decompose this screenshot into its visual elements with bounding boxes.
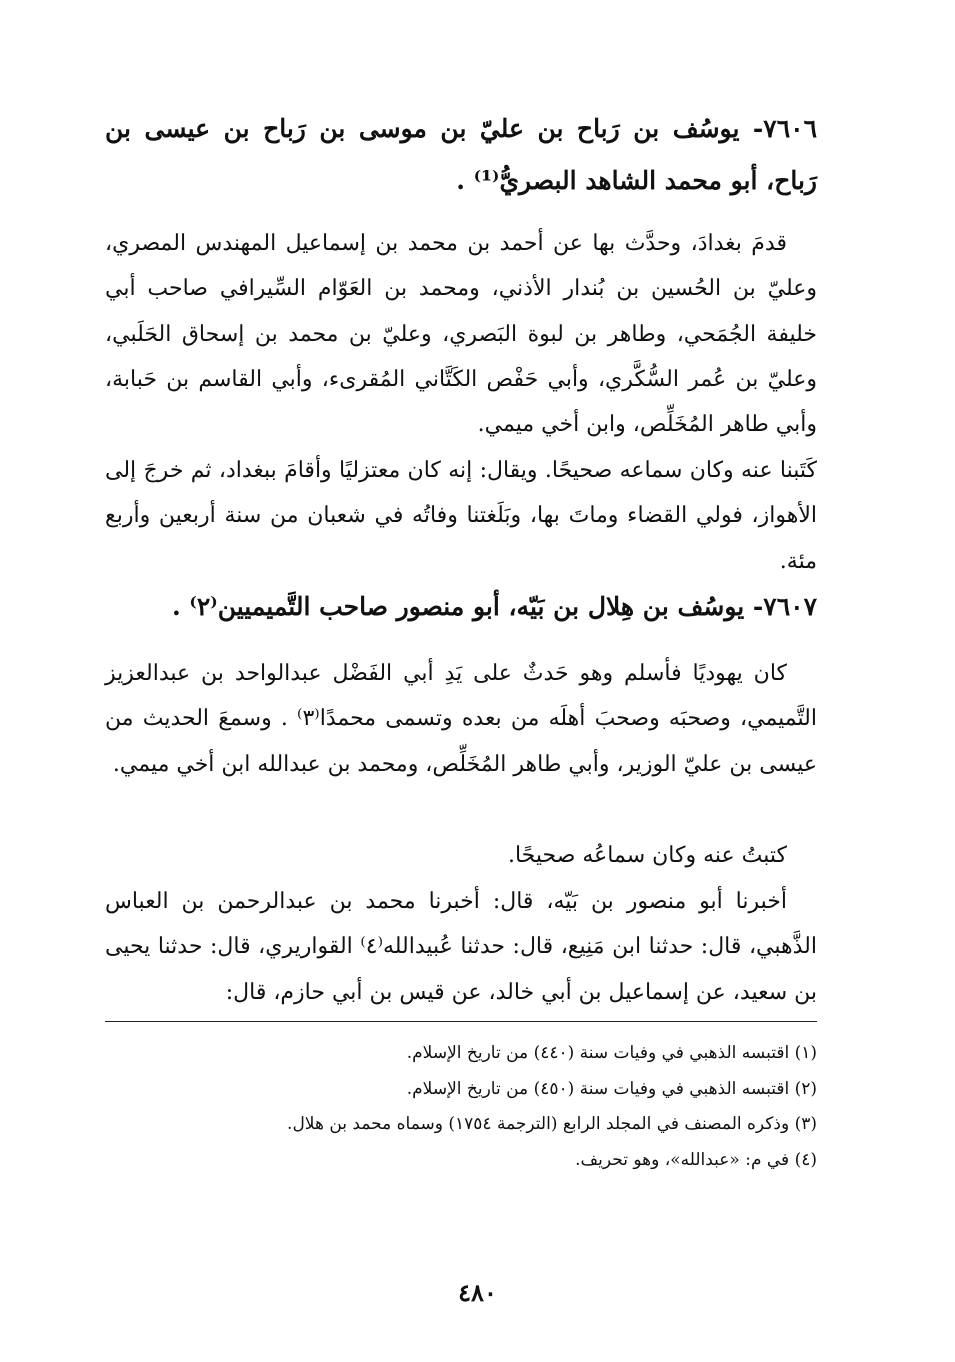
footnotes-list bbox=[150, 1036, 817, 1178]
entry-7606-paragraph-2: كَتَبنا عنه وكان سماعه صحيحًا. ويقال: إنه كان معتزليًا وأقامَ ببغداد، ثم خرجَ إلى الأهواز، فولي القضاء وماتَ بها، وبَلَغتنا وفاتُه في شعبان من سنة أربعين وأربع مئة. bbox=[105, 458, 817, 574]
entry-7607-paragraph-2: كتبتُ عنه وكان سماعُه صحيحًا. bbox=[507, 843, 787, 868]
entry-7607-paragraph-1: كان يهوديًا فأسلم وهو حَدثٌ على يَدِ أبي الفَضْل عبدالواحد بن عبدالعزيز التَّميمي، وصحبَه وصحبَ أهلَه من بعده وتسمى محمدًا⁽٣⁾ . وسمعَ الحديث من عيسى بن عليّ الوزير، وأبي طاهر المُخَلِّص، ومحمد بن عبدالله ابن أخي ميمي. bbox=[105, 661, 817, 777]
footnote-4: (٤) في م: «عبدالله»، وهو تحريف. bbox=[575, 1149, 817, 1170]
footnote-1: (١) اقتبسه الذهبي في وفيات سنة (٤٤٠) من تاريخ الإسلام. bbox=[406, 1043, 817, 1063]
entry-7607-paragraph-3: أخبرنا أبو منصور بن بَيّه، قال: أخبرنا محمد بن عبدالرحمن بن العباس الذَّهبي، قال: حدثنا ابن مَنِيع، قال: حدثنا عُبيدالله⁽٤⁾ القواريري، قال: حدثنا يحيى بن سعيد، عن إسماعيل بن أبي خالد، عن قيس بن أبي حازم، قال: bbox=[105, 889, 817, 1005]
page-number: ٤٨٠ bbox=[458, 1278, 497, 1307]
entry-7606-paragraph-1: قدمَ بغدادَ، وحدَّث بها عن أحمد بن محمد بن إسماعيل المهندس المصري، وعليّ بن الحُسين بن بُندار الأذني، ومحمد بن العَوّام السِّيرافي صاحب أبي خليفة الجُمَحي، وطاهر بن لبوة البَصري، وعليّ بن محمد بن إسحاق الحَلَبي، وعليّ بن عُمر السُّكَّري، وأبي حَفْص الكَتَّاني المُقرىء، وأبي القاسم بن حَبابة، وأبي طاهر المُخَلِّص، وابن أخي ميمي. bbox=[105, 231, 817, 438]
footnote-3: (٣) وذكره المصنف في المجلد الرابع (الترجمة ١٧٥٤) وسماه محمد بن هلال. bbox=[287, 1114, 817, 1134]
entry-heading-7607: ٧٦٠٧- يوسُف بن هِلال بن بَيّه، أبو منصور صاحب التَّميميين⁽٢⁾ . bbox=[171, 592, 817, 621]
footnote-separator bbox=[105, 1021, 817, 1022]
footnote-2: (٢) اقتبسه الذهبي في وفيات سنة (٤٥٠) من تاريخ الإسلام. bbox=[406, 1078, 817, 1099]
entry-heading-7606: ٧٦٠٦- يوسُف بن رَباح بن عليّ بن موسى بن رَباح بن عيسى بن رَباح، أبو محمد الشاهد البصريُّ⁽¹⁾ . bbox=[105, 114, 817, 195]
